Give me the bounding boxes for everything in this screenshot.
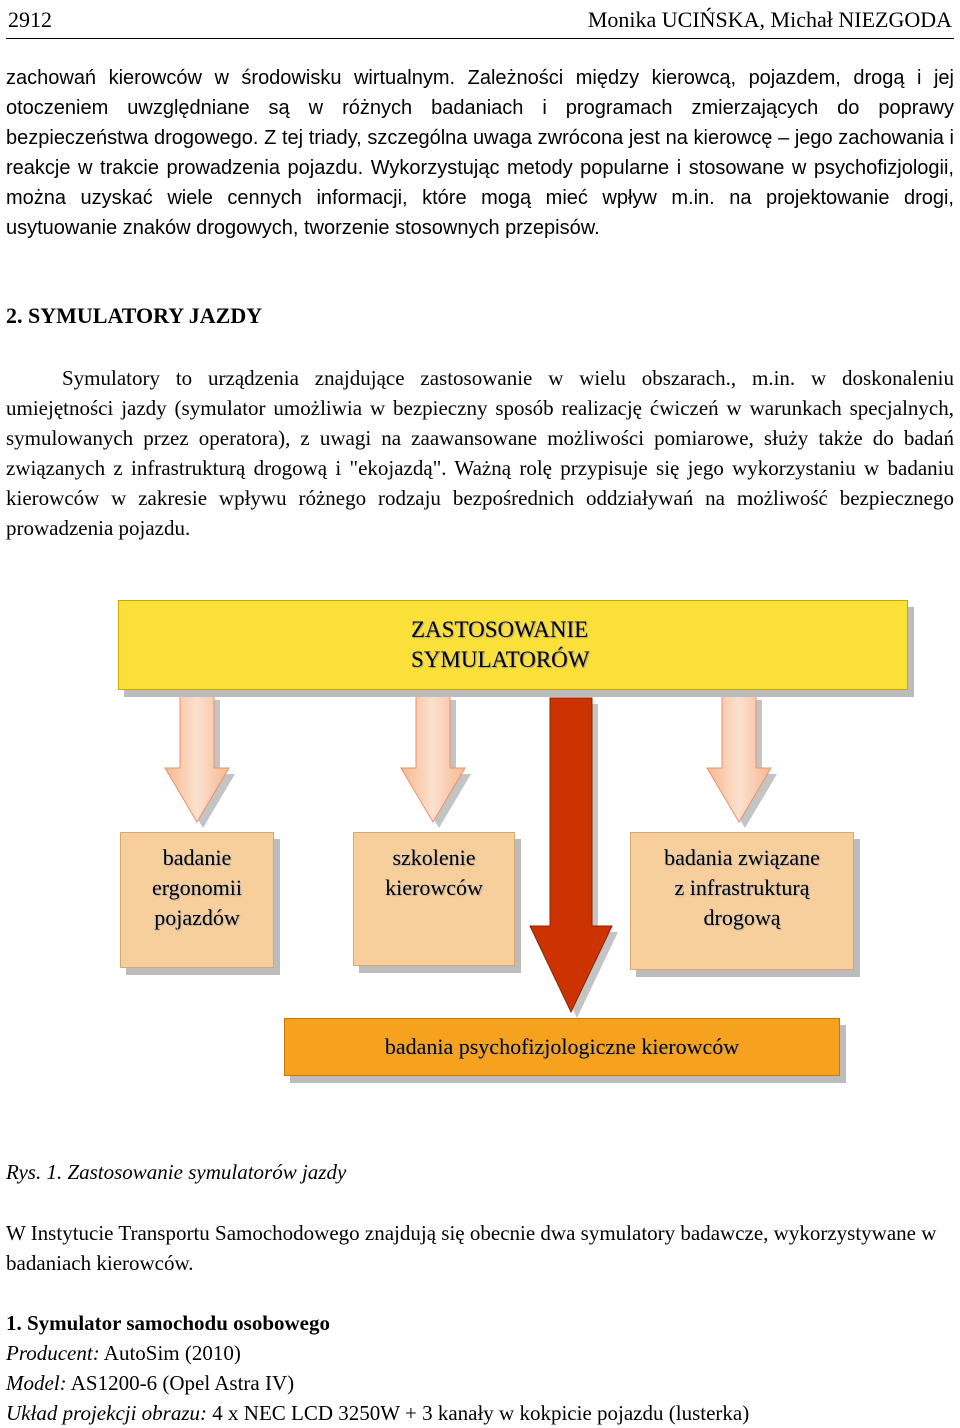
diagram-bottom-box xyxy=(284,1018,840,1076)
figure-caption: Rys. 1. Zastosowanie symulatorów jazdy xyxy=(6,1160,347,1184)
arrow-right xyxy=(707,694,771,822)
running-head-authors: Monika UCIŃSKA, Michał NIEZGODA xyxy=(587,7,952,32)
diagram-box-training xyxy=(353,832,515,966)
projection-line xyxy=(6,1398,954,1428)
institute-paragraph: W Instytucie Transportu Samochodowego znajdują się obecnie dwa symulatory badawcze, wykorzystywane w badaniach kierowców. xyxy=(6,1221,937,1275)
intro-paragraph: zachowań kierowców w środowisku wirtualnym. Zależności między kierowcą, pojazdem, drogą i jej otoczeniem uwzględniane są w różnych badaniach i programach zmierzających do poprawy bezpieczeństwa drogowego. Z tej triady, szczególna uwaga zwrócona jest na kierowcę – jego zachowania i reakcje w trakcie prowadzenia pojazdu. Wykorzystując metody popularne i stosowane w psychofizjologii, można uzyskać wiele cennych informacji, które mogą mieć wpływ m.in. na projektowanie drogi, usytuowanie znaków drogowych, tworzenie stosownych przepisów. xyxy=(6,67,954,239)
diagram-box-ergonomics-label: badanie ergonomii pojazdów xyxy=(151,845,243,930)
diagram-top-box xyxy=(118,600,908,690)
model-line xyxy=(6,1368,954,1398)
diagram-box-ergonomics xyxy=(120,832,274,968)
subsection-heading: 1. Symulator samochodu osobowego xyxy=(6,1311,330,1335)
page-header xyxy=(6,4,954,39)
diagram-box-training-label: szkolenie kierowców xyxy=(385,845,483,900)
arrow-left xyxy=(165,694,229,822)
projection-value: 4 x NEC LCD 3250W + 3 kanały w kokpicie pojazdu (lusterka) xyxy=(212,1401,750,1425)
model-label: Model: xyxy=(6,1371,67,1395)
diagram-box-infrastructure-label: badania związane z infrastrukturą drogową xyxy=(664,845,820,930)
page-number: 2912 xyxy=(8,7,52,32)
producer-value: AutoSim (2010) xyxy=(103,1341,241,1365)
diagram-bottom-label: badania psychofizjologiczne kierowców xyxy=(384,1034,740,1059)
subsection xyxy=(6,1308,954,1428)
model-value: AS1200-6 (Opel Astra IV) xyxy=(70,1371,295,1395)
section-heading: 2. SYMULATORY JAZDY xyxy=(6,303,263,328)
producer-label: Producent: xyxy=(6,1341,100,1365)
central-arrow xyxy=(530,698,612,1012)
projection-label: Układ projekcji obrazu: xyxy=(6,1401,208,1425)
diagram-top-label: ZASTOSOWANIE SYMULATORÓW xyxy=(411,617,590,672)
producer-line xyxy=(6,1338,954,1368)
diagram-box-infrastructure xyxy=(630,832,854,970)
simulators-paragraph: Symulatory to urządzenia znajdujące zastosowanie w wielu obszarach., m.in. w doskonaleniu umiejętności jazdy (symulator umożliwia w bezpieczny sposób realizację ćwiczeń w warunkach specjalnych, symulowanych przez operatora), z uwagi na zaawansowane możliwości pomiarowe, służy także do badań związanych z infrastrukturą drogową i "ekojazdą". Ważną rolę przypisuje się jego wykorzystaniu w badaniu kierowców w zakresie wpływu różnego rodzaju bezpośrednich oddziaływań na możliwość bezpiecznego prowadzenia pojazdu. xyxy=(6,366,954,540)
arrow-center-left xyxy=(401,694,465,822)
